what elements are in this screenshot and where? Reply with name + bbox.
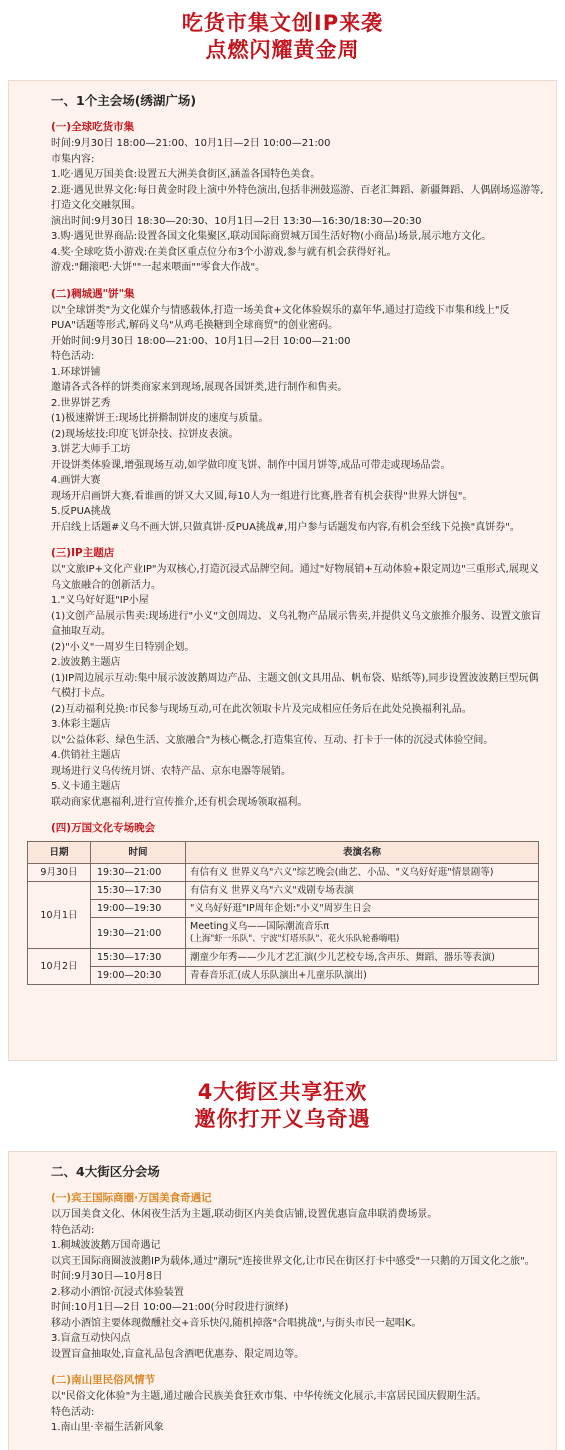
body-text: 时间:9月30日 18:00—21:00、10月1日—2日 10:00—21:00	[51, 138, 331, 149]
body-text: 邀请各式各样的饼类商家来到现场,展现各国饼类,进行制作和售卖。	[51, 382, 348, 393]
program-cell	[186, 918, 539, 949]
table-header: 表演名称	[186, 842, 539, 864]
body-text: 2.逛·遇见世界文化:每日黄金时段上演中外特色演出,包括非洲鼓巡游、百老汇舞蹈、新疆舞蹈、人偶剧场巡游等,打造文化交融氛围。	[51, 184, 544, 211]
body-text: 3.盲盒互动快闪点	[51, 1333, 131, 1344]
body-text: (2)现场炫技:印度飞饼杂技、拉饼皮表演。	[51, 428, 239, 440]
body-text: 以万国美食文化、休闲夜生活为主题,联动街区内美食店铺,设置优惠盲盒串联消费场景。	[51, 1209, 438, 1220]
body-text: 开启线上话题#义乌不画大饼,只做真饼·反PUA挑战#,用户参与话题发布内容,有机会至线下兑换"真饼券"。	[51, 521, 520, 533]
body-text: 以"民俗文化体验"为主题,通过融合民族美食狂欢市集、中华传统文化展示,丰富居民国庆假期生活。	[51, 1391, 487, 1402]
body-text: 现场开启画饼大赛,看谁画的饼又大又圆,每10人为一组进行比赛,胜者有机会获得"世界大饼包"。	[51, 490, 473, 502]
body-text: 设置盲盒抽取处,盲盒礼品包含酒吧优惠券、限定周边等。	[51, 1348, 305, 1360]
body-text: 移动小酒馆主要体现微醺社交+音乐快闪,随机掉落"合唱挑战",与街头市民一起唱K。	[51, 1317, 422, 1329]
body-text: 开始时间:9月30日 18:00—21:00、10月1日—2日 10:00—21:00	[51, 335, 351, 347]
subsection-title: (四)万国文化专场晚会	[51, 822, 156, 834]
program-cell: 青春音乐汇(成人乐队演出+儿童乐队演出)	[186, 967, 539, 985]
time-cell: 19:30—21:00	[91, 918, 186, 949]
body-text: 1.吃·遇见万国美食:设置五大洲美食街区,涵盖各国特色美食。	[51, 169, 321, 180]
body-text: 3.饼艺大师手工坊	[51, 444, 131, 455]
body-text: 4.供销社主题店	[51, 750, 121, 761]
headline-line: 吃货市集文创IP来袭	[181, 11, 384, 35]
time-cell: 19:30—21:00	[91, 864, 186, 882]
subsection-title: (一)全球吃货市集	[51, 121, 135, 133]
headline-line: 点燃闪耀黄金周	[205, 38, 360, 62]
time-cell: 15:30—17:30	[91, 949, 186, 967]
body-text: 联动商家优惠福利,进行宣传推介,还有机会现场领取福利。	[51, 796, 308, 808]
body-text: 特色活动:	[51, 1224, 95, 1236]
body-text: (1)极速擀饼王:现场比拼擀制饼皮的速度与质量。	[51, 413, 269, 424]
subsection-title: (二)稠城遇"饼"集	[51, 287, 135, 300]
program-cell: 潮童少年秀——少儿才艺汇演(少儿艺校专场,含声乐、舞蹈、器乐等表演)	[186, 949, 539, 967]
time-cell: 19:00—19:30	[91, 900, 186, 918]
date-cell: 10月2日	[28, 949, 91, 985]
body-text: (1)IP周边展示互动:集中展示波波鹅周边产品、主题文创(文具用品、帆布袋、贴纸等),同步设置波波鹅巨型玩偶气模打卡点。	[51, 672, 539, 699]
body-text: 1.稠城波波鹅万国奇遇记	[51, 1240, 161, 1251]
body-text: 以"文旅IP+文化产业IP"为双核心,打造沉浸式品牌空间。通过"好物展销+互动体验+限定周边"三重形式,展现义乌文旅融合的创新活力。	[51, 564, 539, 591]
body-text: (1)文创产品展示售卖:现场进行"小义"文创周边、义乌礼物产品展示售卖,并提供义乌文旅推介服务、设置文旅盲盒抽取互动。	[51, 610, 541, 637]
body-text: 4.画饼大赛	[51, 475, 101, 486]
body-text: 4.奖·全球吃货小游戏:在美食区重点位分布3个小游戏,参与就有机会获得好礼。	[51, 246, 397, 258]
time-cell: 19:00—20:30	[91, 967, 186, 985]
table-header: 日期	[28, 842, 91, 864]
main-venue-sections	[21, 119, 544, 835]
body-text: 演出时间:9月30日 18:30—20:30、10月1日—2日 13:30—16:30/18:30—20:30	[51, 215, 422, 227]
body-text: 3.体彩主题店	[51, 719, 111, 730]
headline-block-2	[0, 1061, 565, 1151]
table-row	[28, 918, 539, 949]
headline-block-1	[0, 0, 565, 80]
section-heading: 二、4大街区分会场	[51, 1164, 160, 1179]
table-header-row	[28, 842, 539, 864]
table-row	[28, 967, 539, 985]
table-header: 时间	[91, 842, 186, 864]
body-text: 2.移动小酒馆·沉浸式体验装置	[51, 1286, 184, 1298]
body-text: 特色活动:	[51, 1406, 95, 1418]
program-name: Meeting义乌——国际潮流音乐π	[190, 921, 330, 932]
headline-line: 邀你打开义乌奇遇	[194, 1107, 371, 1131]
program-cell: 有信有义 世界义乌"六义"戏剧专场表演	[186, 882, 539, 900]
program-cell: "义乌好好逛"IP周年企划:"小义"周岁生日会	[186, 900, 539, 918]
body-text: 5.义卡通主题店	[51, 781, 121, 792]
body-text: 3.购·遇见世界商品:设置各国文化集聚区,联动国际商贸城万国生活好物(小商品)场景,展示地方文化。	[51, 231, 492, 242]
body-text: 以"公益体彩、绿色生活、文旅融合"为核心概念,打造集宣传、互动、打卡于一体的沉浸式体验空间。	[51, 734, 494, 746]
table-row	[28, 949, 539, 967]
body-text: 时间:10月1日—2日 10:00—21:00(分时段进行演绎)	[51, 1302, 289, 1313]
body-text: (2)互动福利兑换:市民参与现场互动,可在此次领取卡片及完成相应任务后在此处兑换福利礼品。	[51, 703, 472, 715]
body-text: 以"全球饼类"为文化媒介与情感载体,打造一场美食+文化体验娱乐的嘉年华,通过打造线下市集和线上"反PUA"话题等形式,解码义乌"从鸡毛换糖到全球商贸"的创业密码。	[51, 304, 510, 331]
body-text: 特色活动:	[51, 351, 95, 362]
body-text: 5.反PUA挑战	[51, 506, 111, 517]
main-venue-box	[8, 80, 557, 1061]
body-text: 开设饼类体验课,增强现场互动,如学做印度飞饼、制作中国月饼等,成品可带走或现场品尝。	[51, 459, 451, 471]
body-text: 2.世界饼艺秀	[51, 397, 111, 409]
date-cell: 10月1日	[28, 882, 91, 949]
body-text: 现场进行义乌传统月饼、农特产品、京东电器等展销。	[51, 765, 291, 777]
body-text: 市集内容:	[51, 153, 95, 165]
time-cell: 15:30—17:30	[91, 882, 186, 900]
date-cell: 9月30日	[28, 864, 91, 882]
subsection-title: (三)IP主题店	[51, 547, 115, 559]
body-text: 2.波波鹅主题店	[51, 657, 121, 668]
body-text: 时间:9月30日—10月8日	[51, 1271, 163, 1282]
subsection-title: (一)宾王国际商圈·万国美食奇遇记	[51, 1192, 212, 1204]
performance-table	[27, 841, 539, 985]
body-text: 1.南山里·幸福生活新风象	[51, 1422, 164, 1433]
table-row	[28, 882, 539, 900]
district-sections	[21, 1190, 544, 1436]
districts-box	[8, 1151, 557, 1450]
body-text: 以宾王国际商圈波波鹅IP为载体,通过"潮玩"连接世界文化,让市民在街区打卡中感受"一只鹅的万国文化之旅"。	[51, 1255, 535, 1267]
table-row	[28, 900, 539, 918]
headline-line: 4大街区共享狂欢	[197, 1080, 368, 1104]
table-row	[28, 864, 539, 882]
body-text: 1."义乌好好逛"IP小屋	[51, 595, 149, 606]
body-text: 游戏:"翻滚吧·大饼""一起来喂面""零食大作战"。	[51, 262, 266, 273]
subsection-title: (二)南山里民俗风情节	[51, 1374, 156, 1386]
program-cell: 有信有义 世界义乌"六义"综艺晚会(曲艺、小品、"义乌好好逛"情景剧等)	[186, 864, 539, 882]
body-text: (2)"小义"一周岁生日特别企划。	[51, 641, 195, 653]
program-note: (上海"虾一乐队"、宁波"灯塔乐队"、花火乐队轮番嗨唱)	[190, 934, 400, 944]
section-heading: 一、1个主会场(绣湖广场)	[51, 93, 197, 108]
body-text: 1.环球饼铺	[51, 366, 101, 378]
